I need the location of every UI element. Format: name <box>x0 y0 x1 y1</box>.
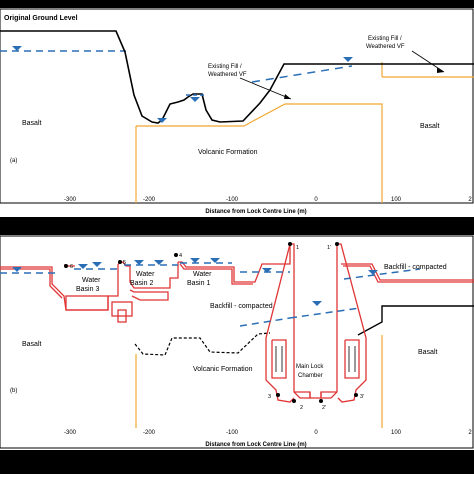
volcanic-formation-label: Volcanic Formation <box>193 366 253 373</box>
panel-a-tag: (a) <box>10 158 18 164</box>
ground-profile-right <box>358 306 474 335</box>
tick-label: -200 <box>142 197 156 203</box>
top-band <box>0 0 474 8</box>
water-basin-1-line-2: Basin 1 <box>187 280 211 287</box>
original-ground-label: Original Ground Level <box>4 15 78 22</box>
fill-boundary-right <box>244 104 382 203</box>
backfill-label-left: Backfill - compacted <box>210 303 273 310</box>
point-label: 1' <box>327 245 332 251</box>
tick-label: -300 <box>63 197 77 203</box>
point-label: 5 <box>123 260 127 266</box>
tick-label: -100 <box>225 430 239 436</box>
panel-b <box>0 236 474 448</box>
water-level-marker <box>190 97 200 102</box>
panel-b-x-axis <box>64 430 472 436</box>
backfill-label-right: Backfill - compacted <box>384 264 447 271</box>
water-table-right <box>252 66 352 82</box>
middle-band <box>0 217 474 235</box>
tick-label: 2 <box>468 430 472 436</box>
x-axis-title: Distance from Lock Centre Line (m) <box>205 442 307 448</box>
tick-label: 2 <box>468 197 472 203</box>
panel-a-x-axis <box>64 197 472 203</box>
point-label: 6 <box>70 264 74 270</box>
tick-label: -300 <box>63 430 77 436</box>
basalt-label-left: Basalt <box>22 120 42 127</box>
leader-arrow <box>437 68 444 73</box>
leader-arrow <box>284 94 291 99</box>
panel-a <box>0 9 474 215</box>
panel-a-frame <box>0 9 473 203</box>
water-basin-2-line-1: Water <box>136 271 155 278</box>
fill-label-line-3: Existing Fill / <box>368 36 402 42</box>
tick-label: 0 <box>314 430 318 436</box>
main-lock-label: Main Lock <box>296 364 324 370</box>
tick-label: 100 <box>390 430 402 436</box>
water-level-marker <box>343 57 353 62</box>
basalt-label-right: Basalt <box>418 349 438 356</box>
tick-label: 100 <box>390 197 402 203</box>
water-basin-2-line-2: Basin 2 <box>130 280 154 287</box>
tick-label: 0 <box>314 197 318 203</box>
fill-label-line-2: Weathered VF <box>208 72 247 78</box>
x-axis-title: Distance from Lock Centre Line (m) <box>205 209 307 215</box>
basalt-label-left: Basalt <box>22 341 42 348</box>
fill-leader-line-2 <box>412 51 444 72</box>
water-basin-3-line-1: Water <box>82 277 101 284</box>
point-label: 3 <box>268 394 272 400</box>
bottom-band <box>0 450 474 474</box>
water-basin-1-line-1: Water <box>193 271 212 278</box>
chamber-label: Chamber <box>298 373 323 379</box>
tick-label: -100 <box>225 197 239 203</box>
original-ground-dotted <box>135 333 270 355</box>
tick-label: -200 <box>142 430 156 436</box>
point-label: 2 <box>300 405 304 411</box>
water-basin-3-line-2: Basin 3 <box>76 286 100 293</box>
fill-label-line-4: Weathered VF <box>366 44 405 50</box>
point-label: 3' <box>360 394 365 400</box>
fill-label-line-1: Existing Fill / <box>208 64 242 70</box>
volcanic-formation-label: Volcanic Formation <box>198 149 258 156</box>
point-label: 1 <box>296 245 300 251</box>
point-label: 2' <box>322 405 327 411</box>
panel-b-tag: (b) <box>10 388 18 394</box>
point-label: 4 <box>179 253 183 259</box>
basalt-label-right: Basalt <box>420 123 440 130</box>
